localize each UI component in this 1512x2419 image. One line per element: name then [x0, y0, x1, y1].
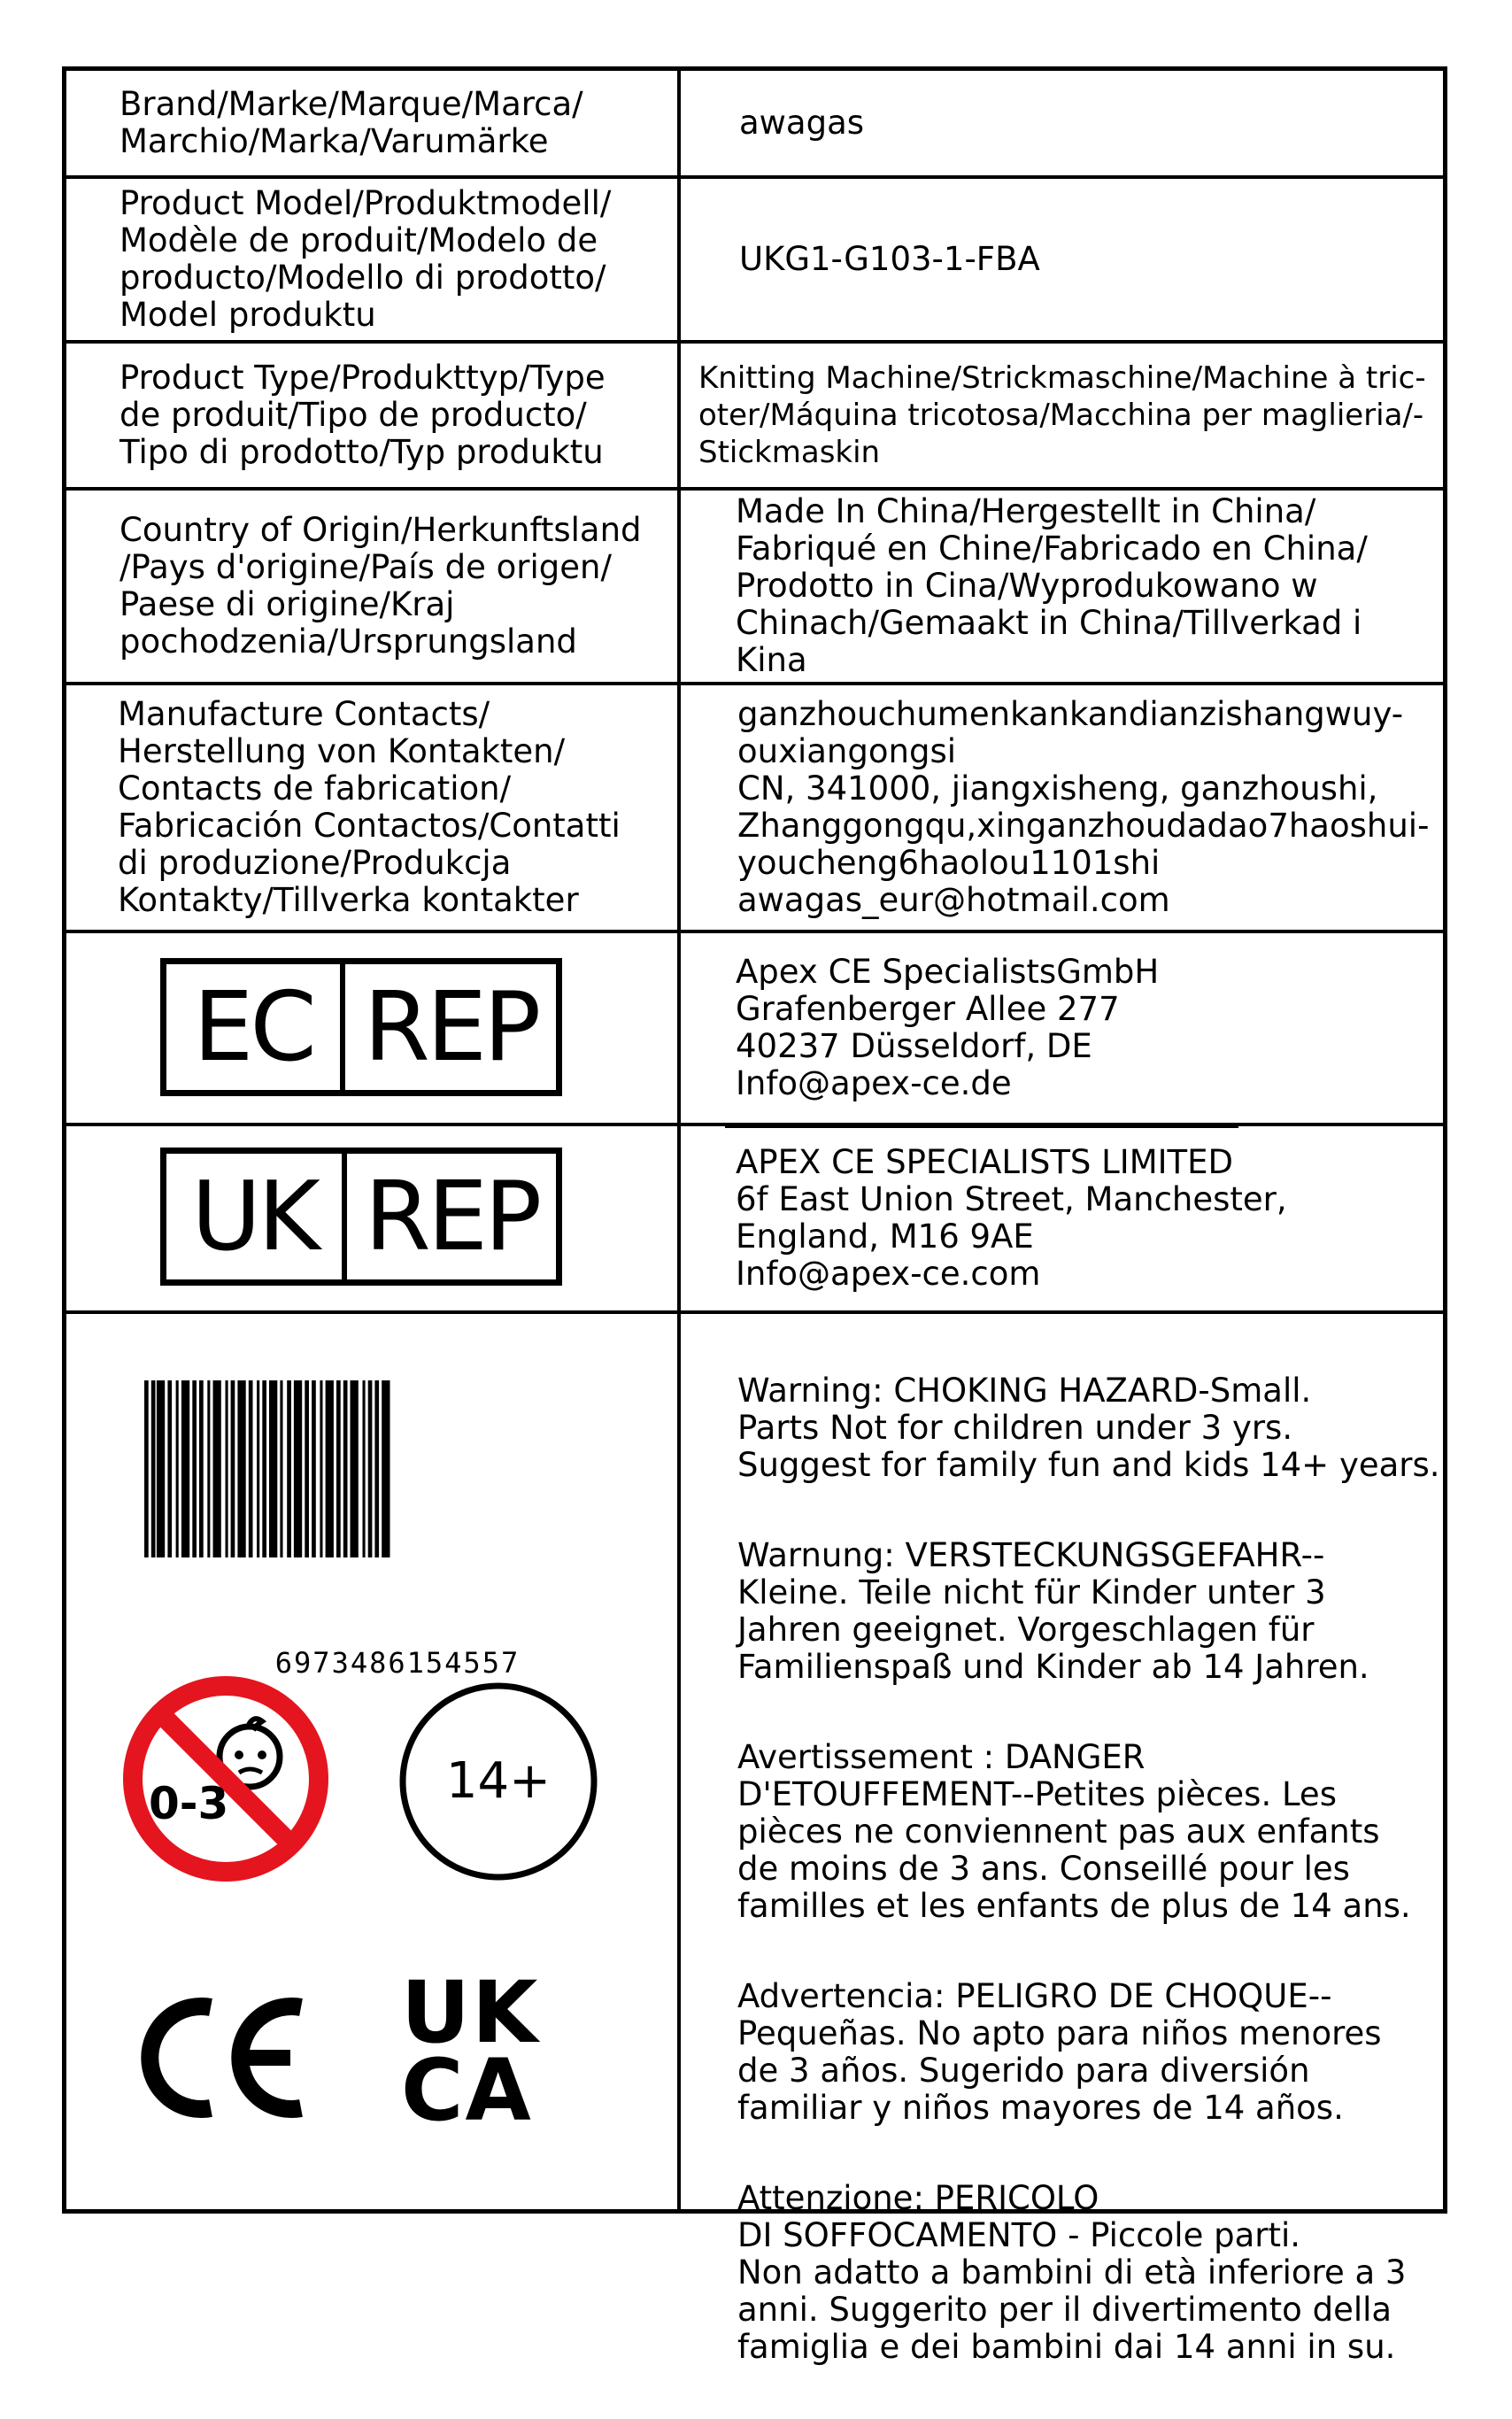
brand-value: awagas: [739, 104, 865, 142]
ec-rep-address-cell: [681, 933, 1443, 1123]
uk-rep-symbol-right: REP: [364, 1161, 539, 1272]
barcode-bar: [237, 1380, 245, 1557]
ukca-mark-icon: [401, 1963, 578, 2140]
ce-mark-icon: [133, 1991, 310, 2124]
product-model-value-cell: [681, 179, 1443, 340]
manufacture-label-cell: [66, 685, 681, 930]
manufacture-value-cell: [681, 685, 1443, 930]
symbols-cell: [66, 1314, 681, 2214]
warning-en: Warning: CHOKING HAZARD-Small. Parts Not for children under 3 yrs. Suggest for family fun and kids 14+ years.: [737, 1372, 1440, 1484]
ec-rep-symbol-right: REP: [363, 971, 538, 1083]
manufacture-contacts-value: ganzhouchumenkankandianzishangwuy- ouxiangongsi CN, 341000, jiangxisheng, ganzhoushi, Zhanggongqu,xinganzhoudadao7haoshui- youcheng6haolou1101shi awagas_eur@hotmail.com: [737, 695, 1430, 919]
brand-label: Brand/Marke/Marque/Marca/ Marchio/Marka/Varumärke: [120, 85, 583, 160]
barcode-bar: [326, 1380, 334, 1557]
barcode: [141, 1380, 654, 1680]
barcode-digits: 6973486154557: [274, 1646, 521, 1680]
age-14-plus-icon: [394, 1677, 603, 1886]
barcode-bars: [141, 1380, 654, 1566]
uk-rep-address-cell: [681, 1126, 1443, 1310]
barcode-bar: [363, 1380, 366, 1557]
product-model-label-cell: [66, 179, 681, 340]
barcode-bar: [351, 1380, 359, 1557]
brand-value-cell: [681, 71, 1443, 175]
ec-rep-row: [66, 930, 1443, 1123]
uk-rep-row: [66, 1123, 1443, 1310]
barcode-bar: [374, 1380, 379, 1557]
barcode-bar: [249, 1380, 253, 1557]
age-restriction-text: 0-3: [149, 1778, 229, 1829]
barcode-bar: [231, 1380, 235, 1557]
ec-rep-symbol: [160, 958, 562, 1096]
barcode-bar: [157, 1380, 165, 1557]
product-type-value-cell: [681, 344, 1443, 487]
barcode-bar: [167, 1380, 172, 1557]
barcode-bar: [305, 1380, 309, 1557]
product-type-label: Product Type/Produkttyp/Type de produit/Tipo de producto/ Tipo di prodotto/Typ produktu: [120, 359, 606, 471]
manufacture-contacts-label: Manufacture Contacts/ Herstellung von Kontakten/ Contacts de fabrication/ Fabricación Contactos/Contatti di produzione/Produkcja Kontakty/Tillverka kontakter: [118, 695, 621, 919]
barcode-bar: [269, 1380, 277, 1557]
product-type-label-cell: [66, 344, 681, 487]
ec-rep-address: Apex CE SpecialistsGmbH Grafenberger Allee 277 40237 Düsseldorf, DE Info@apex-ce.de: [736, 953, 1160, 1102]
warnings-row: [66, 1310, 1443, 2366]
product-type-row: [66, 340, 1443, 487]
ukca-line-2: CA: [401, 2041, 533, 2140]
barcode-bar: [320, 1380, 322, 1557]
warning-fr: Avertissement : DANGER D'ETOUFFEMENT--Petites pièces. Les pièces ne conviennent pas aux enfants de moins de 3 ans. Conseillé pour les familles et les enfants de plus de 14 ans.: [737, 1738, 1411, 1925]
product-type-value: Knitting Machine/Strickmaschine/Machine à tric- oter/Máquina tricotosa/Macchina per maglieria/- Stickmaskin: [698, 360, 1426, 470]
country-of-origin-value: Made In China/Hergestellt in China/ Fabriqué en Chine/Fabricado en China/ Prodotto in Cina/Wyprodukowano w Chinach/Gemaakt in China/Tillverkad i Kina: [736, 492, 1368, 679]
barcode-bar: [181, 1380, 189, 1557]
country-of-origin-row: [66, 487, 1443, 682]
barcode-bar: [294, 1380, 302, 1557]
barcode-bar: [343, 1380, 348, 1557]
barcode-bar: [213, 1380, 221, 1557]
ukca-line-1: UK: [401, 1963, 540, 2062]
warnings-text: [737, 1335, 1446, 2419]
barcode-bar: [382, 1380, 390, 1557]
ec-rep-symbol-left: EC: [193, 971, 313, 1083]
barcode-bar: [226, 1380, 228, 1557]
barcode-bar: [368, 1380, 373, 1557]
manufacture-contacts-row: [66, 682, 1443, 930]
barcode-bar: [199, 1380, 204, 1557]
barcode-bar: [257, 1380, 259, 1557]
country-label-cell: [66, 491, 681, 682]
barcode-bar: [176, 1380, 179, 1557]
brand-label-cell: [66, 71, 681, 175]
product-model-label: Product Model/Produktmodell/ Modèle de produit/Modelo de producto/Modello di prodotto/ Model produktu: [120, 184, 612, 334]
country-of-origin-label: Country of Origin/Herkunftsland /Pays d'origine/País de origen/ Paese di origine/Kraj pochodzenia/Ursprungsland: [120, 511, 642, 661]
warnings-cell: [681, 1314, 1443, 2366]
product-model-row: [66, 175, 1443, 340]
warning-es: Advertencia: PELIGRO DE CHOQUE-- Pequeñas. No apto para niños menores de 3 años. Sugerido para diversión familiar y niños mayores de 14 años.: [737, 1977, 1382, 2127]
barcode-bar: [151, 1380, 156, 1557]
uk-rep-address: APEX CE SPECIALISTS LIMITED 6f East Union Street, Manchester, England, M16 9AE Info@apex-ce.com: [736, 1143, 1287, 1293]
uk-rep-symbol: [160, 1148, 562, 1286]
uk-rep-symbol-left: UK: [191, 1161, 317, 1272]
uk-rep-symbol-cell: [66, 1126, 681, 1310]
ec-rep-symbol-cell: [66, 933, 681, 1123]
barcode-bar: [144, 1380, 149, 1557]
no-under-3-icon: [115, 1668, 336, 1890]
barcode-bar: [287, 1380, 291, 1557]
barcode-bar: [207, 1380, 210, 1557]
warning-it: Attenzione: PERICOLO DI SOFFOCAMENTO - Piccole parti. Non adatto a bambini di età inferiore a 3 anni. Suggerito per il divertimento della famiglia e dei bambini dai 14 anni in su.: [737, 2179, 1407, 2366]
barcode-bar: [336, 1380, 341, 1557]
product-model-value: UKG1-G103-1-FBA: [739, 240, 1040, 278]
barcode-bar: [312, 1380, 316, 1557]
warning-de: Warnung: VERSTECKUNGSGEFAHR-- Kleine. Teile nicht für Kinder unter 3 Jahren geeignet. Vorgeschlagen für Familienspaß und Kinder ab 14 Jahren.: [737, 1536, 1369, 1686]
barcode-bar: [280, 1380, 282, 1557]
product-label: [62, 66, 1447, 2366]
age-recommendation-text: 14+: [445, 1752, 552, 1810]
brand-row: [66, 71, 1443, 175]
barcode-bar: [262, 1380, 266, 1557]
barcode-bar: [192, 1380, 197, 1557]
country-value-cell: [681, 491, 1443, 682]
